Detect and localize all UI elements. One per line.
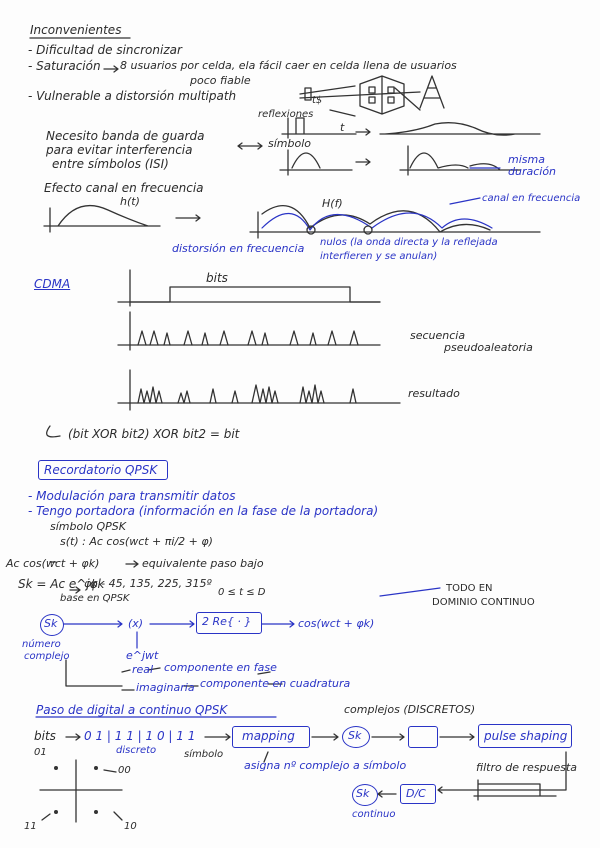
window [369, 97, 375, 103]
text-line: entre símbolos (ISI) [52, 157, 169, 171]
arrow [205, 734, 230, 740]
label: mapping [242, 729, 295, 743]
text-line: - Modulación para transmitir datos [28, 489, 236, 503]
ht-graph [44, 206, 160, 232]
window [388, 87, 394, 93]
arrow [64, 621, 122, 627]
label: real [132, 663, 154, 676]
arrow [262, 621, 294, 627]
label: imaginaria [136, 681, 195, 694]
bits-wave [130, 287, 380, 302]
const-label: 00 [118, 765, 131, 776]
label: número [22, 639, 61, 650]
label: h(t) [120, 195, 140, 208]
text-line: poco fiable [190, 74, 251, 87]
label: DOMINIO CONTINUO [432, 597, 535, 608]
arrow [312, 734, 338, 740]
const-point [94, 766, 98, 770]
curl-arrow [47, 426, 60, 437]
arrow [150, 621, 194, 627]
label: filtro de respuesta [476, 761, 577, 774]
spread-pulse [380, 123, 540, 135]
arrow [66, 734, 80, 740]
label: símbolo [268, 137, 312, 150]
text-line: para evitar interferencia [46, 143, 193, 157]
label: TODO EN [446, 583, 493, 594]
label: discreto [116, 745, 157, 756]
label: base en QPSK [60, 593, 130, 604]
label: bits [206, 271, 228, 285]
label: equivalente paso bajo [142, 557, 264, 570]
null-marker [364, 226, 372, 234]
label: componente en cuadratura [200, 677, 351, 690]
arrow [440, 734, 474, 740]
label: misma [508, 153, 545, 166]
label: canal en frecuencia [482, 193, 581, 204]
const-label: 01 [34, 747, 47, 758]
reflect-arrow [330, 110, 355, 116]
label: pulse shaping [484, 729, 568, 743]
text-line: - Vulnerable a distorsión multipath [28, 89, 237, 103]
label: cos(wct + φk) [298, 617, 375, 630]
formula: s(t) : Ac cos(wct + πi/2 + φ) [60, 535, 213, 548]
label: Sk [356, 787, 370, 800]
label: reflexiones [258, 109, 314, 120]
seq-wave [138, 331, 358, 345]
label: 2 Re{ · } [202, 615, 252, 628]
section-title: CDMA [34, 277, 71, 291]
formula: Ac cos(wct + φk) [6, 557, 100, 570]
const-label: 10 [124, 821, 137, 832]
pulse-axis [282, 118, 356, 138]
label: símbolo [184, 749, 224, 760]
arrow [104, 66, 118, 72]
const-point [54, 810, 58, 814]
res-axis [118, 370, 400, 410]
symbol-pulse [280, 150, 352, 175]
label: asigna nº complejo a símbolo [244, 759, 407, 772]
text-line: Efecto canal en frecuencia [44, 181, 204, 195]
label: duración [508, 165, 557, 178]
bits-axis [118, 270, 380, 306]
const-point [54, 766, 58, 770]
section-title: Paso de digital a continuo QPSK [36, 703, 228, 717]
formula: (bit XOR bit2) XOR bit2 = bit [68, 427, 240, 441]
label: Sk [44, 617, 58, 630]
arrow [378, 791, 396, 797]
bracket [66, 660, 122, 686]
label: distorsión en frecuencia [172, 242, 305, 255]
label: nulos (la onda directa y la reflejada [320, 237, 498, 248]
tower-sketch [420, 76, 444, 108]
text-line: 8 usuarios por celda, ela fácil caer en celda llena de usuarios [120, 59, 457, 72]
label: H(f) [322, 197, 343, 210]
label: resultado [408, 387, 460, 400]
text-line: símbolo QPSK [50, 520, 126, 533]
text-line: - Tengo portadora (información en la fase de la portadora) [28, 504, 379, 518]
blue-arrow [450, 198, 480, 204]
text-line: - Saturación [28, 59, 101, 73]
window [388, 97, 394, 103]
arrow [356, 159, 370, 165]
const-point [94, 810, 98, 814]
label: pseudoaleatoria [444, 341, 533, 354]
label: secuencia [410, 329, 466, 342]
label: 0 ≤ t ≤ D [218, 587, 266, 598]
text-line: Necesito banda de guarda [46, 129, 205, 143]
label: t [340, 121, 345, 134]
formula: φk - 45, 135, 225, 315º [84, 577, 212, 590]
constellation-axes [40, 760, 122, 822]
text-line: - Dificultad de sincronizar [28, 43, 182, 57]
label: componente en fase [164, 661, 277, 674]
label: D/C [406, 787, 426, 800]
label: bits [34, 729, 56, 743]
todo-arrow [380, 588, 440, 596]
canal-curve [262, 213, 492, 230]
window [369, 87, 375, 93]
label: complejos (DISCRETOS) [344, 703, 476, 716]
arrow [372, 734, 404, 740]
label: e^jwt [126, 649, 159, 662]
spread-symbol [400, 146, 520, 175]
section-title: Inconvenientes [30, 23, 122, 37]
label: Sk [348, 729, 362, 742]
hf-curve [262, 206, 490, 232]
label: (x) [128, 617, 144, 630]
arrow [356, 129, 370, 135]
label: interfieren y se anulan) [320, 251, 438, 262]
label: continuo [352, 809, 396, 820]
label: complejo [24, 651, 70, 662]
label: 0 1 | 1 1 | 1 0 | 1 1 [84, 729, 196, 743]
section-title: Recordatorio QPSK [44, 463, 158, 477]
point-arrows [42, 770, 122, 820]
arrow [176, 215, 200, 221]
upsample-box [408, 726, 438, 748]
double-arrow [238, 143, 262, 149]
const-label: 11 [24, 821, 37, 832]
arrow [126, 561, 138, 567]
res-wave [138, 385, 356, 403]
formula: Sk = Ac e^jφk [18, 577, 105, 591]
label: t$ [312, 95, 323, 106]
